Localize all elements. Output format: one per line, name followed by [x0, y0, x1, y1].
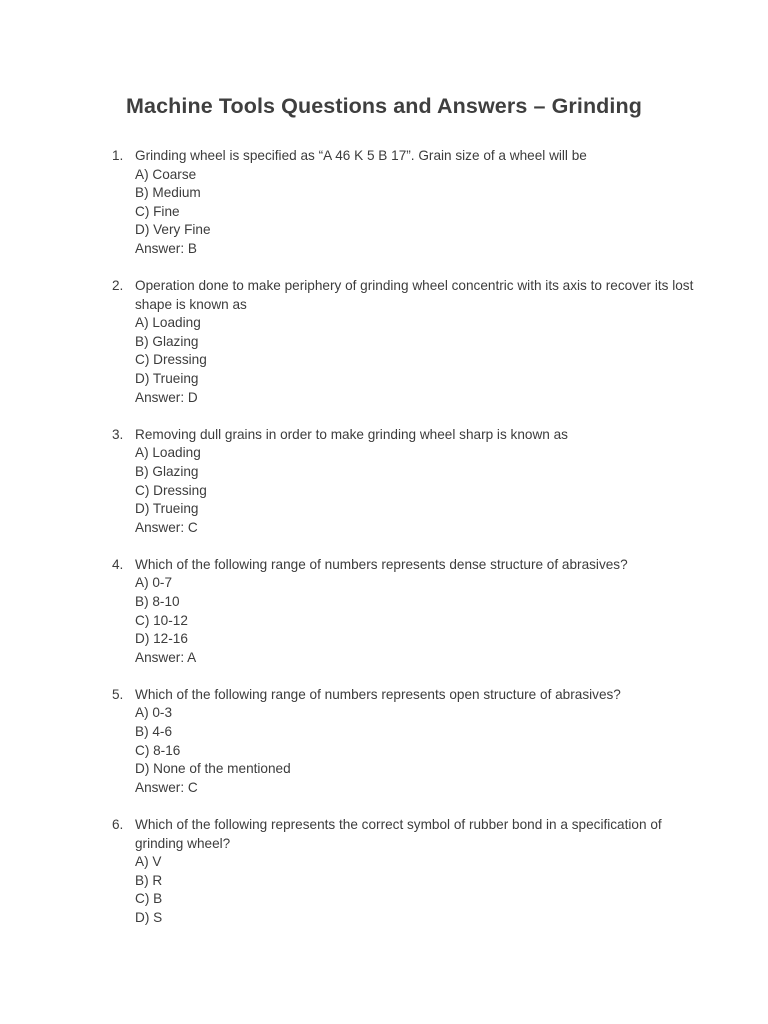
question-item [112, 686, 712, 798]
correct-answer: Answer: D [135, 389, 198, 405]
answer-option: D) 12-16 [135, 631, 188, 647]
question-number: 6. [112, 816, 124, 832]
question-text: Removing dull grains in order to make grinding wheel sharp is known as [135, 426, 568, 442]
answer-option: B) 4-6 [135, 724, 173, 740]
question-item [112, 556, 712, 668]
question-item [112, 816, 712, 928]
answer-option: B) R [135, 872, 163, 888]
answer-option: D) S [135, 909, 163, 925]
answer-option: D) None of the mentioned [135, 761, 291, 777]
answer-option: A) Coarse [135, 166, 197, 182]
question-text: Which of the following represents the correct symbol of rubber bond in a specification of grinding wheel? [135, 816, 662, 851]
answer-option: C) Dressing [135, 482, 207, 498]
question-text: Grinding wheel is specified as “A 46 K 5 B 17”. Grain size of a wheel will be [135, 148, 587, 163]
answer-option: B) 8-10 [135, 593, 180, 609]
page-title: Machine Tools Questions and Answers – Grinding [126, 94, 642, 118]
question-text: Which of the following range of numbers represents dense structure of abrasives? [135, 556, 628, 572]
answer-option: A) Loading [135, 445, 201, 461]
answer-option: C) 10-12 [135, 612, 188, 628]
question-number: 3. [112, 426, 124, 442]
question-item [112, 147, 712, 259]
question-number: 1. [112, 148, 124, 163]
answer-option: C) 8-16 [135, 742, 181, 758]
answer-option: A) 0-7 [135, 575, 173, 591]
answer-option: C) Fine [135, 203, 180, 219]
answer-option: B) Glazing [135, 463, 199, 479]
question-item [112, 426, 712, 538]
correct-answer: Answer: C [135, 519, 198, 535]
answer-option: B) Medium [135, 185, 201, 201]
question-number: 4. [112, 556, 124, 572]
question-text: Which of the following range of numbers represents open structure of abrasives? [135, 686, 621, 702]
question-number: 2. [112, 278, 124, 294]
correct-answer: Answer: C [135, 779, 198, 795]
answer-option: A) V [135, 854, 162, 870]
answer-option: C) Dressing [135, 352, 207, 368]
answer-option: A) Loading [135, 315, 201, 331]
answer-option: A) 0-3 [135, 705, 173, 721]
question-item [112, 277, 712, 407]
correct-answer: Answer: A [135, 649, 197, 665]
answer-option: B) Glazing [135, 333, 199, 349]
answer-option: C) B [135, 891, 163, 907]
question-list [112, 147, 712, 946]
answer-option: D) Trueing [135, 501, 199, 517]
question-number: 5. [112, 686, 124, 702]
answer-option: D) Trueing [135, 371, 199, 387]
question-text: Operation done to make periphery of grinding wheel concentric with its axis to recover its lost shape is known as [135, 278, 694, 312]
correct-answer: Answer: B [135, 240, 197, 256]
answer-option: D) Very Fine [135, 222, 211, 238]
